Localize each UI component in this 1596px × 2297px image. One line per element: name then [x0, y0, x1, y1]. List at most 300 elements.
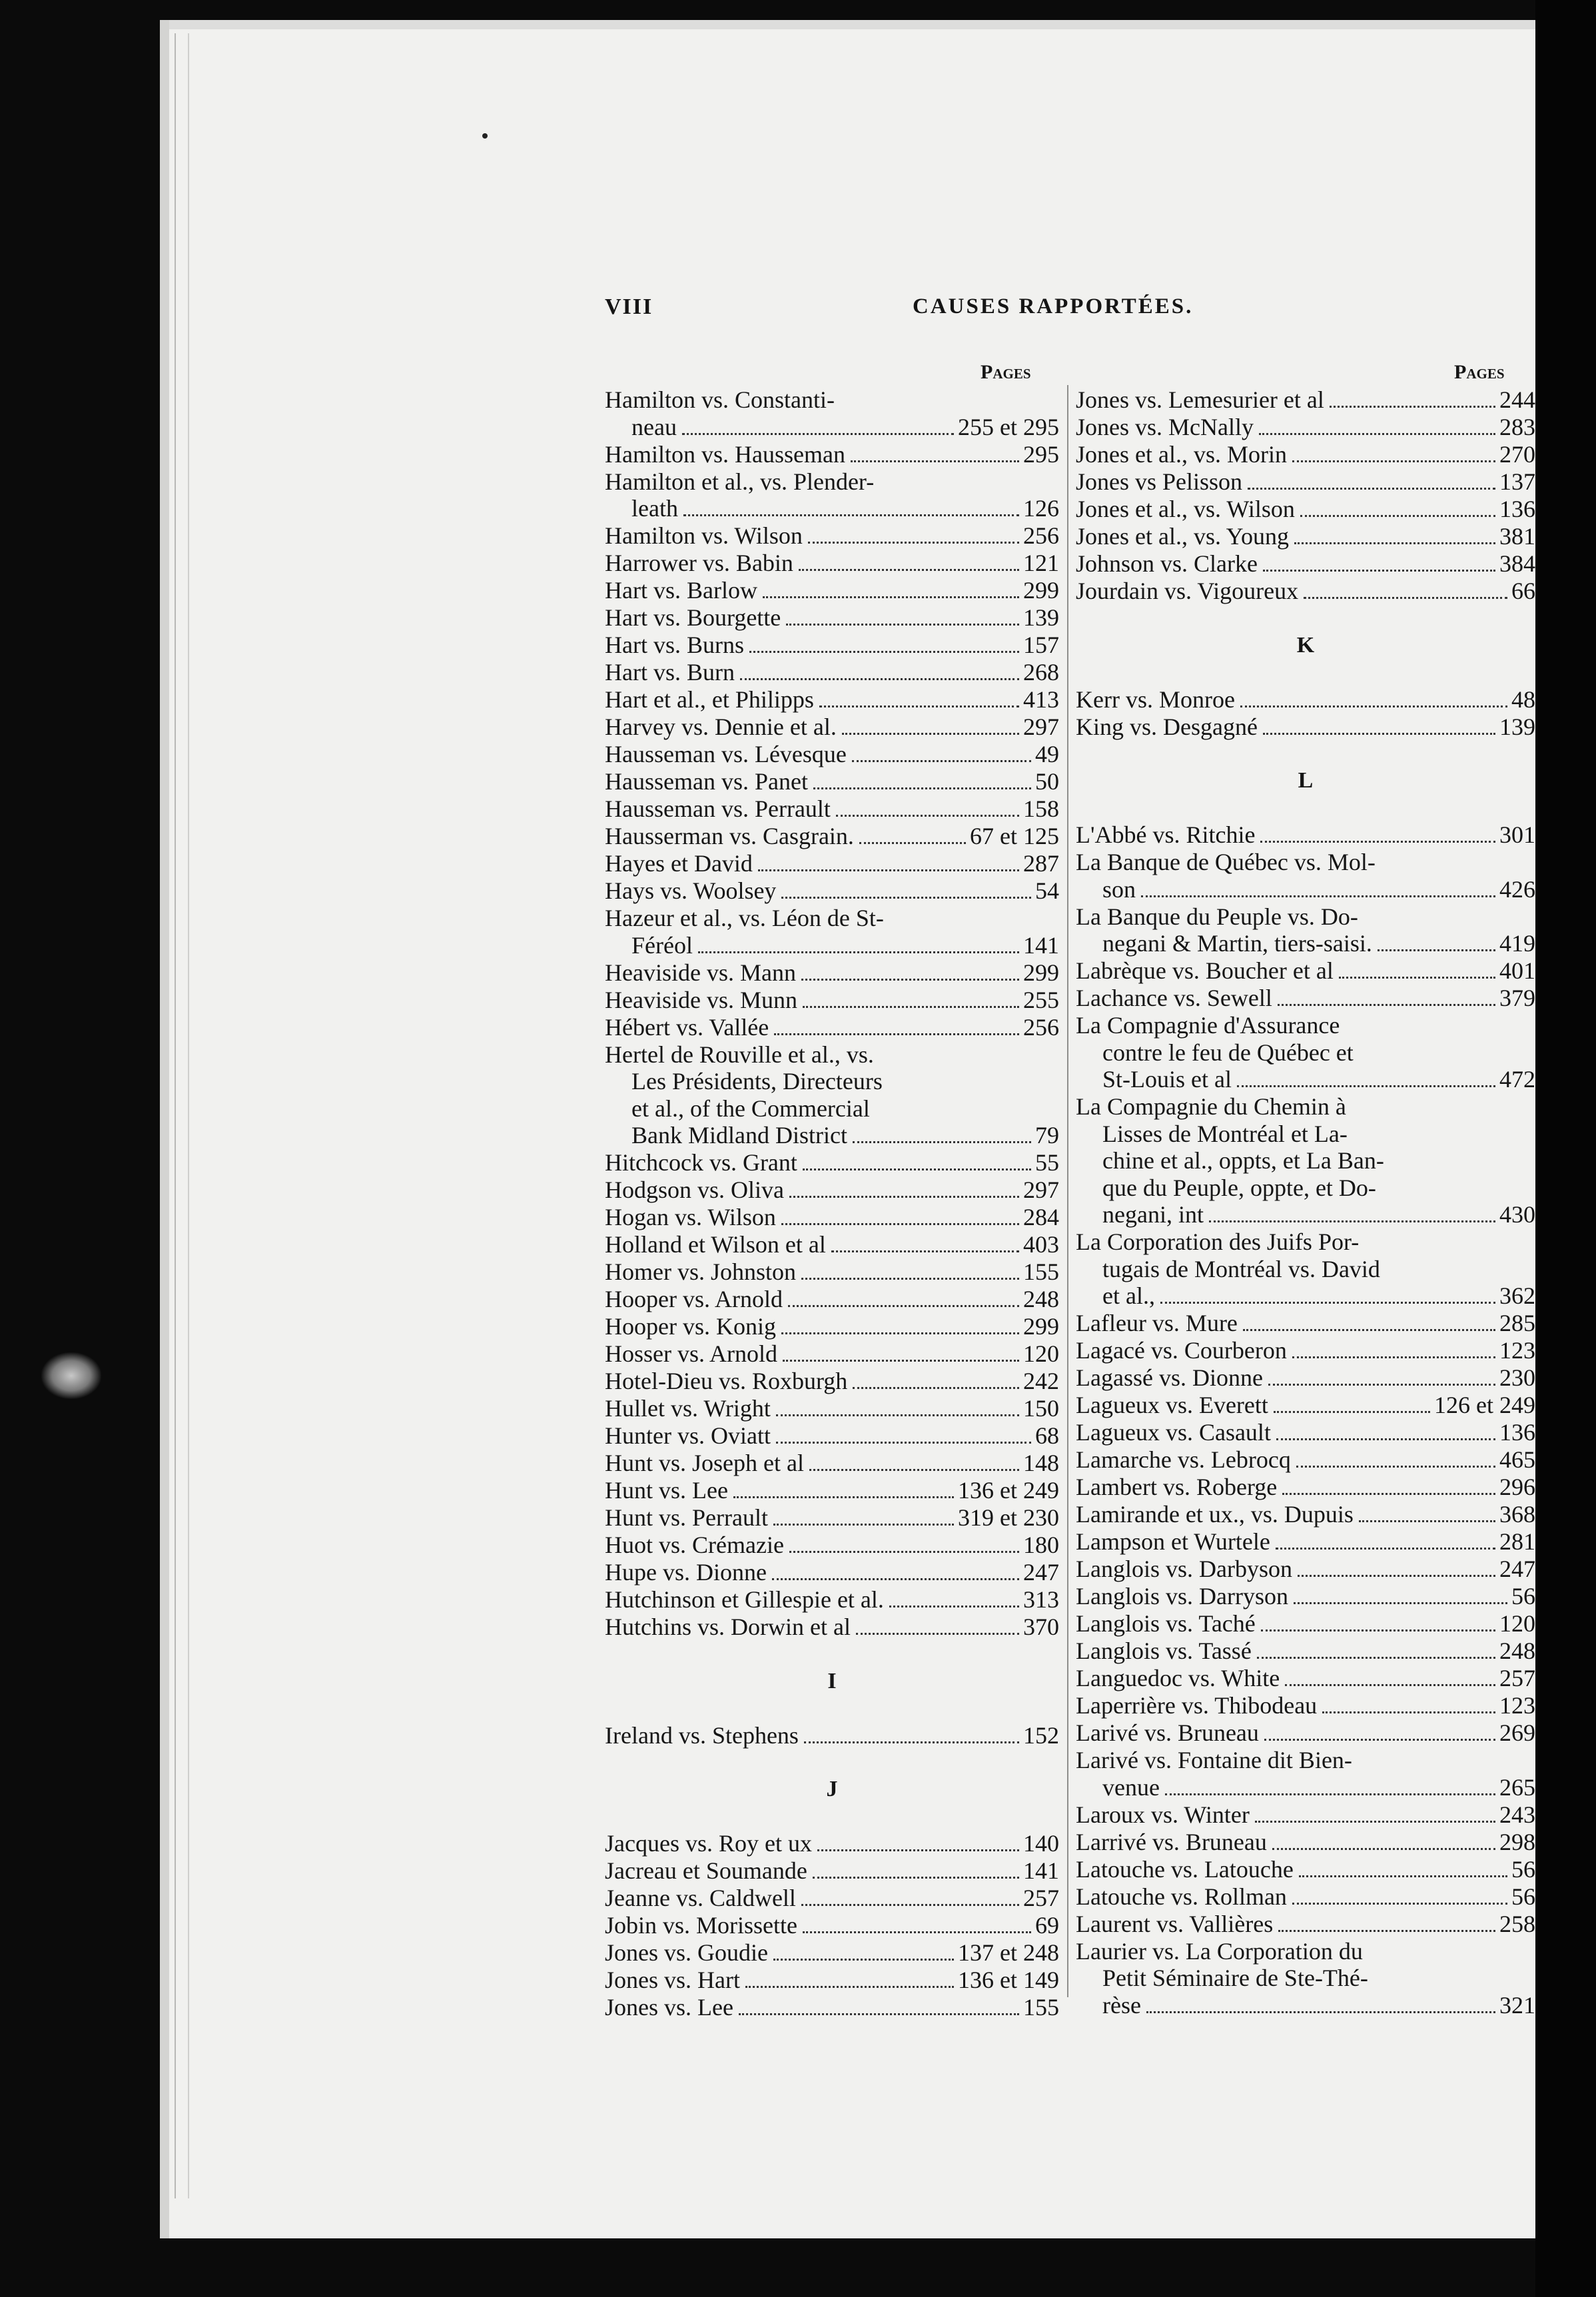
page-ref: 243 — [1499, 1801, 1535, 1828]
page-ref: 258 — [1499, 1910, 1535, 1937]
page-ref: 68 — [1035, 1422, 1059, 1449]
entry-line: Laurier vs. La Corporation du — [1076, 1937, 1363, 1965]
page-ref: 155 — [1023, 1258, 1059, 1285]
entry-line: Jones et al., vs. Young 381 — [1076, 523, 1535, 550]
page-ref: 257 — [1499, 1665, 1535, 1691]
page-ref: 120 — [1499, 1610, 1535, 1637]
page-ref: 413 — [1023, 686, 1059, 713]
entry-line: Lagassé vs. Dionne 230 — [1076, 1364, 1535, 1391]
page-ref: 157 — [1023, 632, 1059, 658]
entry-line: Lamarche vs. Lebrocq 465 — [1076, 1446, 1535, 1473]
entry-line: Labrèque vs. Boucher et al 401 — [1076, 957, 1535, 984]
page-ref: 136 et 249 — [958, 1477, 1059, 1504]
page-ref: 141 — [1023, 931, 1059, 959]
entry-line: tugais de Montréal vs. David — [1102, 1255, 1380, 1282]
entry-line: Petit Séminaire de Ste-Thé- — [1102, 1965, 1368, 1991]
index-entry — [605, 1722, 1059, 1749]
section-letter: K — [1296, 632, 1315, 658]
index-entry — [605, 577, 1059, 604]
index-column-left — [605, 386, 1059, 2021]
entry-line: Lafleur vs. Mure 285 — [1076, 1310, 1535, 1336]
page-ref: 270 — [1499, 441, 1535, 468]
page-ref: 139 — [1023, 604, 1059, 631]
index-entry — [605, 1857, 1059, 1885]
page-ref: 297 — [1023, 1176, 1059, 1203]
index-entry — [1076, 386, 1535, 414]
entry-line: Kerr vs. Monroe 48 — [1076, 686, 1535, 713]
entry-line: Hullet vs. Wright 150 — [605, 1395, 1059, 1422]
entry-line: Hunter vs. Oviatt 68 — [605, 1422, 1059, 1449]
index-entry — [1076, 1856, 1535, 1883]
page-ref: 384 — [1499, 550, 1535, 577]
section-letter: L — [1298, 768, 1314, 793]
index-entry — [1076, 1337, 1535, 1364]
page-ref: 69 — [1035, 1912, 1059, 1939]
index-entry — [605, 1258, 1059, 1286]
page-ref: 136 et 149 — [958, 1967, 1059, 1993]
page-ref: 247 — [1023, 1559, 1059, 1586]
page-ref: 401 — [1499, 957, 1535, 984]
page-ref: 285 — [1499, 1310, 1535, 1336]
entry-line: Hamilton vs. Constanti- — [605, 386, 835, 413]
entry-line: Hosser vs. Arnold 120 — [605, 1340, 1059, 1367]
page-ref: 419 — [1499, 930, 1535, 957]
page-ref: 244 — [1499, 386, 1535, 413]
index-entry — [605, 1422, 1059, 1450]
index-entry — [1076, 713, 1535, 741]
page-mark — [482, 133, 488, 139]
page-ref: 368 — [1499, 1501, 1535, 1528]
index-entry — [605, 1340, 1059, 1368]
entry-line: Jourdain vs. Vigoureux 66 — [1076, 578, 1535, 604]
page-ref: 123 — [1499, 1692, 1535, 1719]
index-entry — [1076, 686, 1535, 713]
page-ref: 137 et 248 — [958, 1939, 1059, 1966]
index-entry — [605, 1450, 1059, 1477]
page-ref: 284 — [1023, 1204, 1059, 1230]
index-entry — [1076, 1692, 1535, 1719]
page-ref: 287 — [1023, 850, 1059, 877]
index-entry — [1076, 1419, 1535, 1446]
page-ref: 48 — [1511, 686, 1535, 713]
page-ref: 295 — [1023, 440, 1059, 468]
page-ref: 56 — [1511, 1855, 1535, 1883]
index-entry — [1076, 496, 1535, 523]
entry-line: Hutchins vs. Dorwin et al 370 — [605, 1613, 1059, 1640]
entry-line: Homer vs. Johnston 155 — [605, 1258, 1059, 1285]
page-ref: 362 — [1499, 1282, 1535, 1309]
index-entry — [1076, 1883, 1535, 1911]
page-ref: 313 — [1023, 1586, 1059, 1613]
index-entry — [605, 1286, 1059, 1313]
entry-line: chine et al., oppts, et La Ban- — [1102, 1147, 1384, 1174]
index-entry — [605, 1041, 1059, 1150]
entry-line: Hamilton vs. Wilson 256 — [605, 522, 1059, 549]
entry-line: Hertel de Rouville et al., vs. — [605, 1041, 874, 1068]
index-entry — [1076, 1528, 1535, 1556]
page-ref: 281 — [1499, 1528, 1535, 1555]
index-entry — [1076, 1556, 1535, 1583]
index-entry — [1076, 468, 1535, 496]
index-entry — [1076, 1610, 1535, 1637]
index-entry — [1076, 414, 1535, 441]
section-letter: J — [826, 1777, 838, 1801]
index-entry — [605, 441, 1059, 468]
entry-line: Lagueux vs. Casault 136 — [1076, 1419, 1535, 1446]
index-entry — [605, 1477, 1059, 1504]
page-ref: 299 — [1023, 1313, 1059, 1340]
entry-line: negani, int 430 — [1102, 1201, 1535, 1228]
pages-label-left: Pages — [981, 361, 1031, 383]
page-number-roman: VIII — [605, 294, 653, 319]
entry-line: contre le feu de Québec et — [1102, 1039, 1354, 1066]
page-ref: 299 — [1023, 959, 1059, 986]
entry-line: Bank Midland District 79 — [631, 1122, 1059, 1148]
entry-line: Hays vs. Woolsey 54 — [605, 877, 1059, 904]
entry-line: Langlois vs. Darryson 56 — [1076, 1583, 1535, 1609]
entry-line: Larrivé vs. Bruneau 298 — [1076, 1828, 1535, 1855]
entry-line: Jones vs. McNally 283 — [1076, 414, 1535, 440]
index-entry — [1076, 903, 1535, 958]
entry-line: Latouche vs. Rollman 56 — [1076, 1883, 1535, 1910]
page-ref: 247 — [1499, 1556, 1535, 1582]
entry-line: Jacreau et Soumande 141 — [605, 1857, 1059, 1884]
entry-line: Hart vs. Bourgette 139 — [605, 604, 1059, 631]
entry-line: Ireland vs. Stephens 152 — [605, 1721, 1059, 1749]
page-ref: 180 — [1023, 1532, 1059, 1558]
page-ref: 79 — [1035, 1122, 1059, 1148]
index-entry — [605, 768, 1059, 795]
entry-line: Heaviside vs. Mann 299 — [605, 959, 1059, 986]
entry-line: Langlois vs. Darbyson 247 — [1076, 1556, 1535, 1582]
entry-line: La Banque du Peuple vs. Do- — [1076, 903, 1358, 930]
entry-line: Latouche vs. Latouche 56 — [1076, 1855, 1535, 1883]
index-entry — [605, 1313, 1059, 1340]
page-ref: 319 et 230 — [958, 1504, 1059, 1531]
index-entry — [1076, 1012, 1535, 1093]
entry-line: leath 126 — [631, 495, 1059, 522]
page-ref: 298 — [1499, 1828, 1535, 1855]
index-entry — [605, 1613, 1059, 1641]
entry-line: Jones vs. Hart 136 et 149 — [605, 1967, 1059, 1993]
index-entry — [605, 795, 1059, 823]
entry-line: Hazeur et al., vs. Léon de St- — [605, 905, 884, 931]
index-entry — [605, 1504, 1059, 1532]
index-entry — [1076, 578, 1535, 605]
entry-line: Hart vs. Burns 157 — [605, 632, 1059, 658]
page-ref: 148 — [1023, 1450, 1059, 1476]
entry-line: Harrower vs. Babin 121 — [605, 550, 1059, 576]
entry-line: Heaviside vs. Munn 255 — [605, 986, 1059, 1013]
entry-line: Lisses de Montréal et La- — [1102, 1120, 1348, 1147]
entry-line: L'Abbé vs. Ritchie 301 — [1076, 821, 1535, 848]
section-letter: I — [827, 1668, 837, 1693]
page-ref: 230 — [1499, 1364, 1535, 1391]
index-entry — [1076, 821, 1535, 849]
index-entry — [605, 550, 1059, 577]
index-entry — [605, 468, 1059, 523]
index-entry — [1076, 1501, 1535, 1528]
index-entry — [1076, 1665, 1535, 1692]
page-ref: 255 — [1023, 986, 1059, 1013]
entry-line: Johnson vs. Clarke 384 — [1076, 550, 1535, 577]
entry-line: Jones vs Pelisson 137 — [1076, 468, 1535, 495]
entry-line: Lagacé vs. Courberon 123 — [1076, 1337, 1535, 1364]
page-ref: 255 et 295 — [958, 413, 1059, 440]
pages-label-right: Pages — [1454, 361, 1505, 383]
page-ref: 257 — [1023, 1885, 1059, 1911]
index-entry — [605, 632, 1059, 659]
page-ref: 150 — [1023, 1395, 1059, 1422]
entry-line: Hausseman vs. Perrault 158 — [605, 795, 1059, 822]
entry-line: La Corporation des Juifs Por- — [1076, 1228, 1360, 1255]
entry-line: Hausseman vs. Panet 50 — [605, 768, 1059, 795]
page-ref: 136 — [1499, 496, 1535, 522]
page-ref: 66 — [1511, 578, 1535, 604]
page-ref: 301 — [1499, 821, 1535, 848]
entry-line: Lamirande et ux., vs. Dupuis 368 — [1076, 1501, 1535, 1528]
index-entry — [605, 1395, 1059, 1422]
index-entry — [605, 1176, 1059, 1204]
index-entry — [1076, 849, 1535, 903]
page-ref: 296 — [1499, 1474, 1535, 1500]
index-entry — [1076, 1911, 1535, 1938]
index-entry — [605, 1368, 1059, 1395]
entry-line: Hunt vs. Joseph et al 148 — [605, 1450, 1059, 1476]
index-entry — [605, 386, 1059, 441]
index-entry — [1076, 1938, 1535, 2019]
entry-line: Lambert vs. Roberge 296 — [1076, 1474, 1535, 1500]
index-entry — [605, 1939, 1059, 1967]
index-entry — [1076, 1637, 1535, 1665]
index-entry — [605, 823, 1059, 850]
index-entry — [1076, 1228, 1535, 1310]
entry-line: Langlois vs. Taché 120 — [1076, 1610, 1535, 1637]
entry-line: Hutchinson et Gillespie et al. 313 — [605, 1586, 1059, 1613]
index-entry — [605, 1559, 1059, 1586]
page-ref: 248 — [1023, 1286, 1059, 1312]
page-ref: 55 — [1035, 1149, 1059, 1176]
entry-line: et al., 362 — [1102, 1282, 1535, 1309]
entry-line: Hupe vs. Dionne 247 — [605, 1559, 1059, 1586]
index-entry — [605, 741, 1059, 768]
entry-line: Hausserman vs. Casgrain. 67 et 125 — [605, 823, 1059, 849]
entry-line: venue 265 — [1102, 1773, 1535, 1801]
index-entry — [605, 1912, 1059, 1939]
page-ref: 256 — [1023, 1013, 1059, 1041]
page-ref: 268 — [1023, 659, 1059, 686]
entry-line: Langlois vs. Tassé 248 — [1076, 1637, 1535, 1664]
entry-line: Hart vs. Barlow 299 — [605, 577, 1059, 604]
index-entry — [1076, 1093, 1535, 1228]
entry-line: et al., of the Commercial — [631, 1095, 870, 1122]
entry-line: La Compagnie du Chemin à — [1076, 1093, 1346, 1120]
index-entry — [605, 987, 1059, 1014]
entry-line: Hart vs. Burn 268 — [605, 659, 1059, 686]
page-title: CAUSES RAPPORTÉES. — [913, 294, 1194, 318]
page-ref: 140 — [1023, 1830, 1059, 1857]
page-ref: 242 — [1023, 1368, 1059, 1394]
column-divider — [1067, 385, 1068, 1997]
page-ref: 256 — [1023, 522, 1059, 549]
page-ref: 123 — [1499, 1337, 1535, 1364]
index-entry — [605, 1586, 1059, 1613]
page-ref: 141 — [1023, 1857, 1059, 1884]
index-entry — [1076, 1392, 1535, 1419]
page-ref: 297 — [1023, 713, 1059, 740]
index-entry — [605, 1994, 1059, 2021]
entry-line: Hayes et David 287 — [605, 850, 1059, 877]
entry-line: Hamilton et al., vs. Plender- — [605, 468, 875, 495]
index-entry — [605, 850, 1059, 877]
index-entry — [605, 1149, 1059, 1176]
index-entry — [1076, 1801, 1535, 1829]
entry-line: Lagueux vs. Everett 126 et 249 — [1076, 1392, 1535, 1418]
page-ref: 248 — [1499, 1637, 1535, 1664]
entry-line: Jones vs. Lee 155 — [605, 1994, 1059, 2021]
entry-line: Hausseman vs. Lévesque 49 — [605, 741, 1059, 767]
entry-line: Harvey vs. Dennie et al. 297 — [605, 713, 1059, 740]
page-ref: 136 — [1499, 1419, 1535, 1446]
index-entry — [1076, 1583, 1535, 1610]
entry-line: Hamilton vs. Hausseman 295 — [605, 440, 1059, 468]
index-entry — [605, 1532, 1059, 1559]
entry-line: St-Louis et al 472 — [1102, 1066, 1535, 1093]
entry-line: Hébert vs. Vallée 256 — [605, 1013, 1059, 1041]
index-entry — [605, 1830, 1059, 1857]
index-entry — [1076, 1474, 1535, 1501]
page-ref: 139 — [1499, 713, 1535, 740]
entry-line: Hooper vs. Arnold 248 — [605, 1286, 1059, 1312]
entry-line: Lachance vs. Sewell 379 — [1076, 985, 1535, 1011]
page-ref: 56 — [1511, 1583, 1535, 1609]
entry-line: Jones vs. Lemesurier et al 244 — [1076, 386, 1535, 413]
page-ref: 430 — [1499, 1201, 1535, 1228]
page-ref: 465 — [1499, 1446, 1535, 1473]
index-entry — [605, 713, 1059, 741]
entry-line: Hogan vs. Wilson 284 — [605, 1204, 1059, 1230]
entry-line: Hunt vs. Perrault 319 et 230 — [605, 1504, 1059, 1531]
entry-line: Hodgson vs. Oliva 297 — [605, 1176, 1059, 1203]
page-ref: 403 — [1023, 1231, 1059, 1258]
entry-line: Féréol 141 — [631, 931, 1059, 959]
entry-line: Larivé vs. Bruneau 269 — [1076, 1719, 1535, 1746]
page-ref: 49 — [1035, 741, 1059, 767]
page-ref: 67 et 125 — [970, 823, 1059, 849]
index-entry — [605, 905, 1059, 959]
entry-line: Laurent vs. Vallières 258 — [1076, 1910, 1535, 1937]
index-column-right — [1076, 386, 1535, 2019]
index-entry — [605, 1885, 1059, 1912]
entry-line: Lampson et Wurtele 281 — [1076, 1528, 1535, 1555]
index-entry — [1076, 985, 1535, 1012]
page-ref: 381 — [1499, 523, 1535, 550]
entry-line: Jones et al., vs. Wilson 136 — [1076, 496, 1535, 522]
page-ref: 120 — [1023, 1340, 1059, 1367]
entry-line: que du Peuple, oppte, et Do- — [1102, 1174, 1376, 1201]
index-entry — [1076, 1829, 1535, 1856]
index-entry — [605, 1967, 1059, 1994]
entry-line: Jones vs. Goudie 137 et 248 — [605, 1939, 1059, 1966]
page-ref: 283 — [1499, 414, 1535, 440]
entry-line: La Banque de Québec vs. Mol- — [1076, 849, 1376, 875]
page-ref: 299 — [1023, 577, 1059, 604]
index-entry — [605, 959, 1059, 987]
page-ref: 269 — [1499, 1719, 1535, 1746]
entry-line: Jacques vs. Roy et ux 140 — [605, 1830, 1059, 1857]
entry-line: neau 255 et 295 — [631, 413, 1059, 440]
entry-line: negani & Martin, tiers-saisi. 419 — [1102, 930, 1535, 957]
entry-line: rèse 321 — [1102, 1991, 1535, 2019]
page-ref: 155 — [1023, 1994, 1059, 2021]
entry-line: Hooper vs. Konig 299 — [605, 1313, 1059, 1340]
index-entry — [605, 604, 1059, 632]
page-ref: 126 et 249 — [1434, 1392, 1535, 1418]
index-entry — [1076, 957, 1535, 985]
entry-line: Jones et al., vs. Morin 270 — [1076, 441, 1535, 468]
page-ref: 265 — [1499, 1773, 1535, 1801]
entry-line: La Compagnie d'Assurance — [1076, 1012, 1340, 1039]
entry-line: Hunt vs. Lee 136 et 249 — [605, 1477, 1059, 1504]
entry-line: Huot vs. Crémazie 180 — [605, 1532, 1059, 1558]
page-ref: 54 — [1035, 877, 1059, 904]
page-ref: 379 — [1499, 985, 1535, 1011]
index-entry — [1076, 441, 1535, 468]
index-entry — [605, 522, 1059, 550]
page-ref: 370 — [1023, 1613, 1059, 1640]
page-ref: 472 — [1499, 1066, 1535, 1093]
page-ref: 158 — [1023, 795, 1059, 822]
index-entry — [605, 877, 1059, 905]
page-ref: 50 — [1035, 768, 1059, 795]
index-entry — [1076, 1310, 1535, 1337]
page-ref: 152 — [1023, 1721, 1059, 1749]
page — [160, 20, 1535, 2238]
index-entry — [1076, 1446, 1535, 1474]
index-entry — [605, 1014, 1059, 1041]
entry-line: Jobin vs. Morissette 69 — [605, 1912, 1059, 1939]
index-entry — [1076, 1719, 1535, 1747]
page-ref: 426 — [1499, 875, 1535, 903]
index-entry — [605, 686, 1059, 713]
index-entry — [1076, 1364, 1535, 1392]
page-ref: 321 — [1499, 1991, 1535, 2019]
page-ref: 121 — [1023, 550, 1059, 576]
entry-line: Laperrière vs. Thibodeau 123 — [1076, 1692, 1535, 1719]
entry-line: Larivé vs. Fontaine dit Bien- — [1076, 1747, 1352, 1773]
entry-line: King vs. Desgagné 139 — [1076, 713, 1535, 740]
entry-line: Les Présidents, Directeurs — [631, 1068, 883, 1095]
scan-smudge — [41, 1352, 101, 1399]
entry-line: Languedoc vs. White 257 — [1076, 1665, 1535, 1691]
entry-line: son 426 — [1102, 875, 1535, 903]
page-ref: 126 — [1023, 495, 1059, 522]
index-entry — [605, 1231, 1059, 1258]
entry-line: Jeanne vs. Caldwell 257 — [605, 1885, 1059, 1911]
entry-line: Hitchcock vs. Grant 55 — [605, 1149, 1059, 1176]
page-ref: 56 — [1511, 1883, 1535, 1910]
entry-line: Hotel-Dieu vs. Roxburgh 242 — [605, 1368, 1059, 1394]
page-ref: 137 — [1499, 468, 1535, 495]
index-entry — [1076, 550, 1535, 578]
index-entry — [605, 1204, 1059, 1231]
index-entry — [1076, 523, 1535, 550]
scan-border — [1535, 0, 1596, 2297]
index-entry — [605, 659, 1059, 686]
entry-line: Laroux vs. Winter 243 — [1076, 1801, 1535, 1828]
entry-line: Holland et Wilson et al 403 — [605, 1231, 1059, 1258]
entry-line: Hart et al., et Philipps 413 — [605, 686, 1059, 713]
